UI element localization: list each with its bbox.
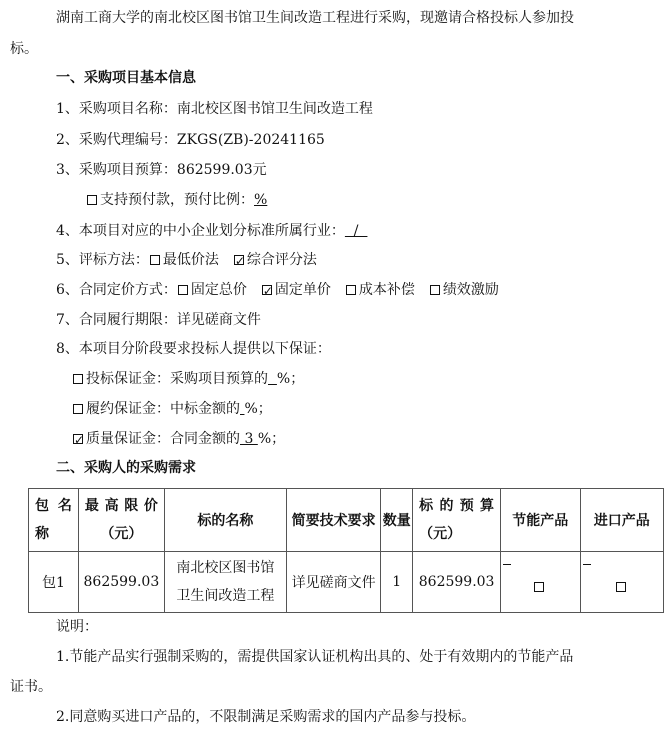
- header-package: 包 名 称: [29, 489, 79, 552]
- energy-saving-checkbox[interactable]: [534, 582, 544, 592]
- section1-heading: 一、采购项目基本信息: [56, 70, 196, 86]
- header-quantity: 数量: [381, 489, 413, 552]
- bid-bond-checkbox[interactable]: [73, 374, 83, 384]
- perf-bond-label: 履约保证金：中标金额的: [86, 401, 240, 417]
- performance-incentive-label: 绩效激励: [442, 282, 499, 298]
- performance-incentive-checkbox[interactable]: [430, 285, 440, 295]
- item-budget: 3、采购项目预算：862599.03元: [56, 162, 267, 178]
- fixed-unit-label: 固定单价: [274, 282, 331, 298]
- comprehensive-score-label: 综合评分法: [246, 252, 317, 268]
- item-pricing-row: [56, 280, 499, 300]
- cell-imported: [580, 552, 663, 613]
- quality-bond-checkbox[interactable]: [73, 434, 83, 444]
- advance-payment-checkbox[interactable]: [87, 195, 97, 205]
- item-project-name: 1、采购项目名称：南北校区图书馆卫生间改造工程: [56, 101, 373, 117]
- perf-bond-checkbox[interactable]: [73, 404, 83, 414]
- item-guarantee: 8、本项目分阶段要求投标人提供以下保证：: [56, 341, 331, 357]
- advance-payment-label: 支持预付款，预付比例：: [100, 192, 254, 208]
- bid-bond-value: [268, 371, 277, 387]
- item-industry-row: [56, 221, 367, 241]
- table-header-row: [29, 489, 664, 552]
- advance-payment-row: [86, 190, 267, 210]
- header-tech-req: 简要技术要求: [286, 489, 380, 552]
- bid-bond-row: [72, 369, 304, 389]
- quality-bond-suffix: %；: [257, 431, 286, 447]
- note-2: 2.同意购买进口产品的，不限制满足采购需求的国内产品参与投标。: [56, 709, 476, 725]
- item-industry-value: /: [344, 223, 368, 239]
- cell-energy-saving: [501, 552, 580, 613]
- advance-payment-ratio: %: [254, 192, 268, 208]
- pricing-label: 6、合同定价方式：: [56, 282, 177, 298]
- header-energy-saving: 节能产品: [501, 489, 580, 552]
- cell-tech-req: 详见磋商文件: [286, 552, 380, 613]
- item-agency-code: 2、采购代理编号：ZKGS(ZB)-20241165: [56, 132, 325, 148]
- imported-checkbox[interactable]: [616, 582, 626, 592]
- lowest-price-checkbox[interactable]: [150, 255, 160, 265]
- eval-method-label: 5、评标方法：: [56, 252, 149, 268]
- fixed-unit-checkbox[interactable]: [262, 285, 272, 295]
- notes-title: 说明：: [56, 619, 98, 635]
- perf-bond-suffix: %；: [244, 401, 272, 417]
- item-industry-label: 4、本项目对应的中小企业划分标准所属行业：: [56, 223, 345, 239]
- note-1-line-1: 1.节能产品实行强制采购的，需提供国家认证机构出具的、处于有效期内的节能产品: [56, 649, 574, 665]
- quality-bond-label: 质量保证金：合同金额的: [86, 431, 240, 447]
- note-1-line-2: 证书。: [10, 679, 52, 695]
- requirements-table: [28, 488, 664, 613]
- table-row: [29, 552, 664, 613]
- header-imported: 进口产品: [580, 489, 663, 552]
- bid-bond-suffix: %；: [276, 371, 305, 387]
- fixed-total-checkbox[interactable]: [178, 285, 188, 295]
- quality-bond-row: [72, 429, 285, 449]
- section2-heading: 二、采购人的采购需求: [56, 460, 196, 476]
- cost-compensation-checkbox[interactable]: [346, 285, 356, 295]
- bid-bond-label: 投标保证金：采购项目预算的: [86, 371, 268, 387]
- header-subject-name: 标的名称: [164, 489, 286, 552]
- lowest-price-label: 最低价法: [162, 252, 219, 268]
- cell-budget: 862599.03: [413, 552, 501, 613]
- cost-compensation-label: 成本补偿: [358, 282, 415, 298]
- comprehensive-score-checkbox[interactable]: [234, 255, 244, 265]
- cell-max-price: 862599.03: [78, 552, 164, 613]
- cell-package: 包1: [29, 552, 79, 613]
- cell-subject-name: 南北校区图书馆 卫生间改造工程: [164, 552, 286, 613]
- intro-line-1: 湖南工商大学的南北校区图书馆卫生间改造工程进行采购，现邀请合格投标人参加投: [56, 10, 574, 26]
- header-budget: 标 的 预 算 （元）: [413, 489, 501, 552]
- item-eval-method-row: [56, 250, 317, 270]
- intro-line-2: 标。: [10, 41, 38, 57]
- item-contract-period: 7、合同履行期限：详见磋商文件: [56, 312, 261, 328]
- quality-bond-value: 3: [240, 431, 258, 447]
- cell-quantity: 1: [381, 552, 413, 613]
- header-max-price: 最 高 限 价 （元）: [78, 489, 164, 552]
- fixed-total-label: 固定总价: [190, 282, 247, 298]
- perf-bond-row: [72, 399, 272, 419]
